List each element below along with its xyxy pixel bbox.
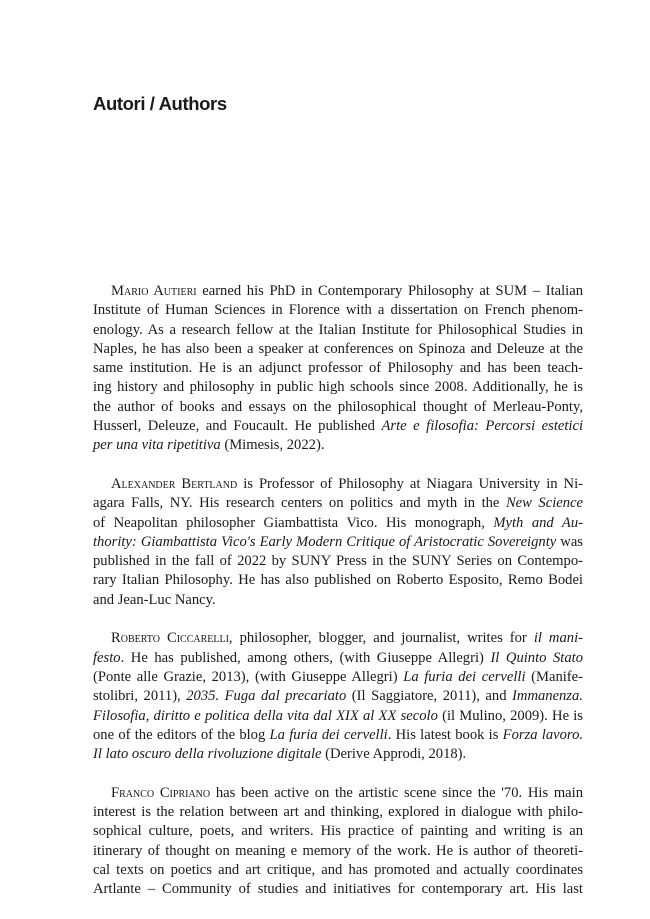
- text-run: . He has published, among others, (with Giuseppe Allegri): [120, 649, 491, 666]
- text-run: sophical culture, poets, and writers. His practice of painting and writing is an: [93, 823, 583, 840]
- text-run: . His latest book is: [387, 726, 503, 743]
- text-run: agara Falls, NY. His research centers on politics and myth in the: [93, 495, 506, 512]
- text-line: [93, 282, 583, 301]
- author-name: Roberto Ciccarelli: [111, 630, 229, 647]
- italic-title: La furia dei cervelli: [269, 726, 388, 743]
- text-run: stolibri, 2011),: [93, 688, 187, 705]
- text-line: [93, 591, 583, 610]
- italic-title: Il Quinto Stato: [490, 649, 583, 666]
- text-run: Naples, he has also been a speaker at conferences on Spinoza and Deleuze at the: [93, 340, 583, 357]
- author-bio: [93, 784, 583, 900]
- text-line: [93, 822, 583, 841]
- text-run: has been active on the artistic scene since the '70. His main: [215, 784, 583, 801]
- text-line: [93, 861, 583, 880]
- italic-title: La furia dei cervelli: [403, 668, 526, 685]
- text-run: (Ponte alle Grazie, 2013), (with Giuseppe Allegri): [93, 668, 404, 685]
- text-run: Artlante – Community of studies and initiatives for contemporary art. His last: [93, 881, 583, 898]
- text-run: (il Mulino, 2009). He is: [437, 707, 583, 724]
- author-name: Alexander Bertland: [111, 475, 238, 492]
- text-run: same institution. He is an adjunct professor of Philosophy and has been teach-: [93, 360, 583, 377]
- text-line: [93, 571, 583, 590]
- text-line: [93, 359, 583, 378]
- text-line: [93, 745, 583, 764]
- text-run: and Jean-Luc Nancy.: [93, 591, 216, 608]
- text-line: [93, 494, 583, 513]
- text-run: (Manife-: [525, 668, 584, 685]
- italic-title: 2035. Fuga dal precariato: [186, 688, 347, 705]
- text-line: [93, 629, 583, 648]
- text-line: [93, 533, 583, 552]
- italic-title: New Science: [505, 495, 583, 512]
- text-run: Husserl, Deleuze, and Foucault. He published: [93, 418, 382, 435]
- italic-title: Forza lavoro.: [502, 726, 584, 743]
- text-line: [93, 417, 583, 436]
- text-line: [93, 842, 583, 861]
- author-bio: [93, 282, 583, 456]
- text-line: [93, 436, 583, 455]
- text-line: [93, 784, 583, 803]
- text-line: [93, 668, 583, 687]
- text-run: (Mimesis, 2022).: [220, 437, 325, 454]
- text-run: (Il Saggiatore, 2011), and: [346, 688, 513, 705]
- author-bio: [93, 475, 583, 610]
- text-run: interest is the relation between art and thinking, explored in dialogue with philo-: [93, 804, 583, 821]
- italic-title: il mani-: [533, 630, 583, 647]
- italic-title: thority: Giambattista Vico's Early Modern Critique of Aristocratic Sovereignty: [93, 533, 557, 550]
- text-line: [93, 803, 583, 822]
- text-run: one of the editors of the blog: [93, 726, 270, 743]
- italic-title: Myth and Au-: [493, 514, 584, 531]
- text-line: [93, 321, 583, 340]
- italic-title: Arte e filosofia: Percorsi estetici: [381, 418, 583, 435]
- italic-title: Il lato oscuro della rivoluzione digitale: [93, 746, 322, 763]
- author-bio: [93, 629, 583, 764]
- text-line: [93, 475, 583, 494]
- text-line: [93, 398, 583, 417]
- author-name: Franco Cipriano: [111, 784, 211, 801]
- text-line: [93, 340, 583, 359]
- text-run: was: [556, 533, 583, 550]
- text-line: [93, 514, 583, 533]
- text-run: the author of books and essays on the philosophical thought of Merleau-Ponty,: [93, 398, 583, 415]
- text-run: is Professor of Philosophy at Niagara University in Ni-: [243, 475, 583, 492]
- text-line: [93, 687, 583, 706]
- text-run: cal texts on poetics and art critique, and has promoted and actually coordinates: [93, 861, 583, 878]
- text-line: [93, 552, 583, 571]
- text-line: [93, 378, 583, 397]
- text-run: (Derive Approdi, 2018).: [321, 746, 467, 763]
- text-run: , philosopher, blogger, and journalist, writes for: [228, 630, 534, 647]
- text-run: earned his PhD in Contemporary Philosophy at SUM – Italian: [202, 283, 583, 299]
- text-line: [93, 880, 583, 899]
- italic-title: per una vita ripetitiva: [93, 437, 221, 454]
- page-heading: Autori / Authors: [93, 93, 227, 114]
- italic-title: Immanenza.: [512, 688, 583, 705]
- text-run: enology. As a research fellow at the Italian Institute for Philosophical Studies in: [93, 321, 583, 338]
- text-run: of Neapolitan philosopher Giambattista Vico. His monograph,: [93, 514, 494, 531]
- text-line: [93, 301, 583, 320]
- italic-title: Filosofia, diritto e politica della vita dal XIX al XX secolo: [93, 707, 438, 724]
- text-run: Institute of Human Sciences in Florence with a dissertation on French phenom-: [93, 302, 583, 319]
- text-line: [93, 707, 583, 726]
- text-run: itinerary of thought on meaning e memory of the work. He is author of theoreti-: [93, 842, 583, 859]
- text-run: published in the fall of 2022 by SUNY Press in the SUNY Series on Contempo-: [93, 553, 583, 570]
- italic-title: festo: [93, 649, 121, 666]
- text-line: [93, 649, 583, 668]
- author-bios: [93, 282, 583, 919]
- text-line: [93, 726, 583, 745]
- author-name: Mario Autieri: [111, 283, 197, 299]
- text-run: ing history and philosophy in public high schools since 2008. Additionally, he is: [93, 379, 583, 396]
- text-run: rary Italian Philosophy. He has also published on Roberto Esposito, Remo Bodei: [93, 572, 583, 589]
